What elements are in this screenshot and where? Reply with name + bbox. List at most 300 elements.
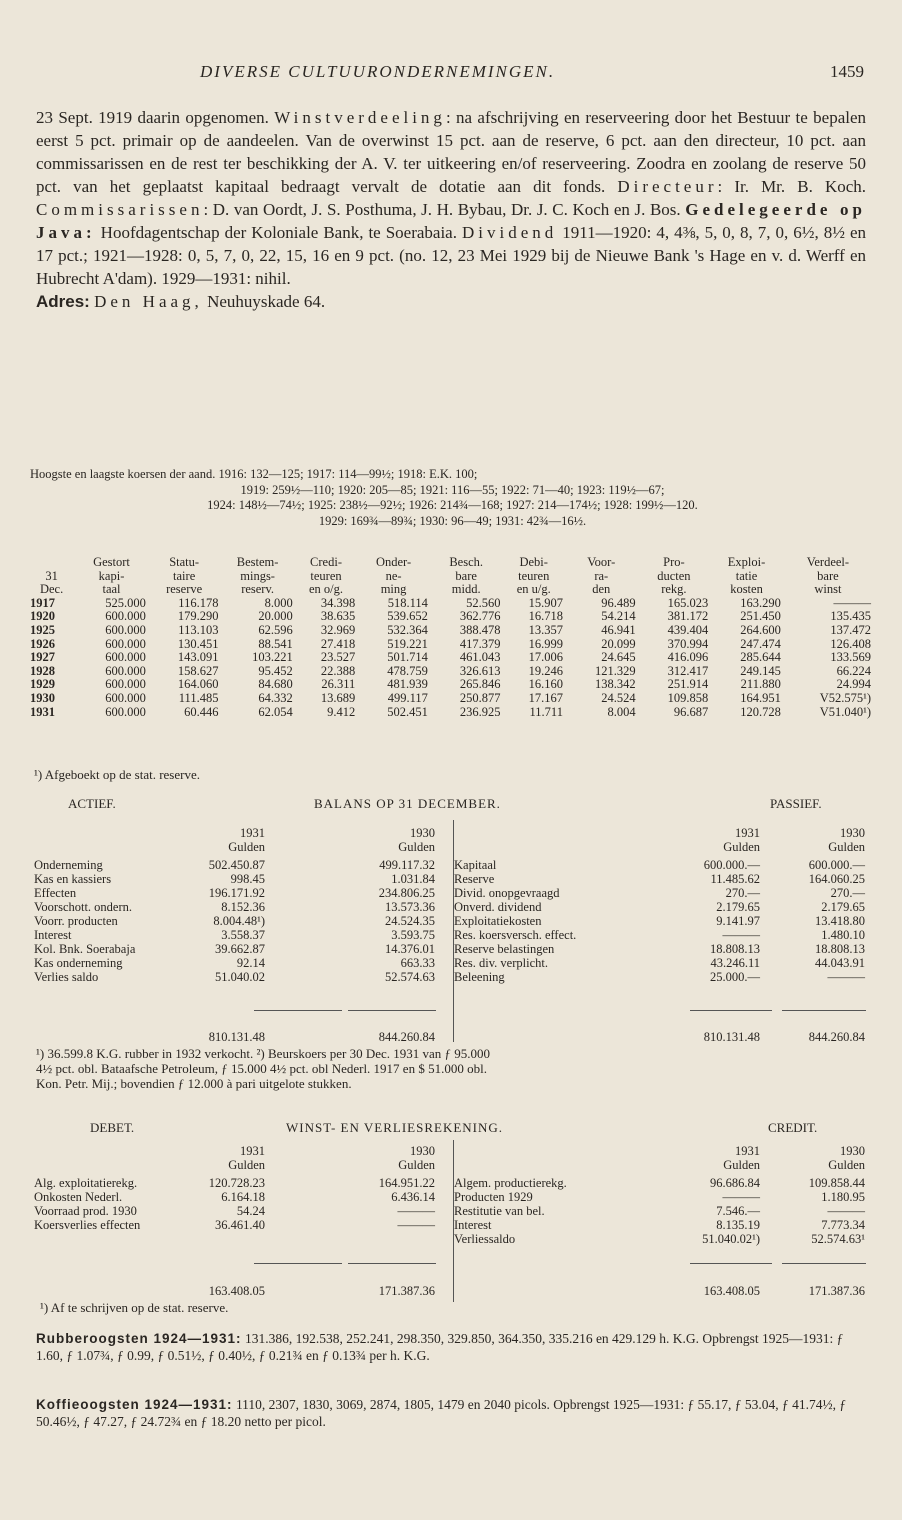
stat-value-cell: 164.951 [740, 690, 781, 705]
intro-text-6: 1911—1920: 4, 4⅜, 5, 0, 8, 7, 0, 6½, 8½ en 17 pct.; 1921—1928: 0, 5, 7, 0, 22, 15, 16 en 9 pct. (no. 12, 23 Mei 1929 bij de Nieuwe Bank 's Hage en v. d. Werff en Hubrecht A'dam). 1929—1931: nihil. [36, 223, 867, 288]
stat-value-cell: 600.000 [105, 690, 146, 705]
balans-cur-4: Gulden [828, 840, 865, 854]
stat-value-cell: 46.941 [601, 622, 636, 637]
amount-cell: 7.773.34 [821, 1218, 865, 1232]
stat-header-cell: Onder- [375, 555, 412, 569]
account-label: Exploitatiekosten [454, 914, 542, 928]
table-row [28, 624, 873, 638]
stat-header-cell: taal [102, 582, 121, 597]
balans-total-1: 810.131.48 [208, 1030, 265, 1044]
balans-actief-title: ACTIEF. [68, 796, 116, 811]
stat-value-cell: 27.418 [320, 636, 356, 651]
winst-debet-title: DEBET. [90, 1120, 135, 1135]
balans-total-2: 844.260.84 [378, 1030, 435, 1044]
stat-value-cell: 95.452 [258, 663, 293, 678]
stat-value-cell: 38.635 [320, 609, 356, 624]
amount-cell: 6.436.14 [391, 1190, 435, 1204]
page-header [0, 62, 902, 86]
winst-total-2: 171.387.36 [378, 1284, 435, 1298]
winst-year-3: 1931 [735, 1144, 760, 1158]
winst-total-3: 163.408.05 [703, 1284, 760, 1298]
stat-value-cell: 8.004 [607, 704, 636, 719]
stat-value-cell: 16.999 [528, 636, 563, 651]
amount-cell: 18.808.13 [815, 942, 865, 956]
stat-value-cell: 362.776 [459, 609, 501, 624]
account-label: Divid. onopgevraagd [454, 886, 560, 900]
stat-value-cell: 60.446 [184, 704, 219, 719]
stat-value-cell: 600.000 [105, 622, 146, 637]
stat-value-cell: 130.451 [177, 636, 219, 651]
stat-value-cell: 88.541 [258, 636, 293, 651]
amount-cell: 1.031.84 [391, 872, 435, 886]
amount-cell: 36.461.40 [215, 1218, 265, 1232]
stat-value-cell: 478.759 [387, 663, 428, 678]
stat-value-cell: 34.398 [320, 595, 356, 610]
koersen-line-2: 1919: 259½—110; 1920: 205—85; 1921: 116—55; 1922: 71—40; 1923: 119½—67; [240, 482, 665, 497]
stat-value-cell: 16.718 [528, 609, 563, 624]
stat-value-cell: 66.224 [836, 663, 871, 678]
stat-header-cell: 31 [45, 568, 58, 583]
amount-cell: 52.574.63 [385, 970, 435, 984]
table-row [28, 678, 873, 692]
account-label: Effecten [34, 886, 77, 900]
amount-cell: 54.24 [236, 1204, 265, 1218]
stat-value-cell: 499.117 [387, 690, 428, 705]
balans-totals [30, 1030, 875, 1044]
winst-year-2: 1930 [410, 1144, 435, 1158]
adres-street: Neuhuyskade 64. [207, 292, 326, 311]
stat-year-cell: 1925 [30, 622, 55, 637]
stat-value-cell: 251.914 [667, 677, 709, 692]
amount-cell: 44.043.91 [815, 956, 865, 970]
amount-cell: 600.000.— [808, 858, 865, 872]
winst-total-1: 163.408.05 [208, 1284, 265, 1298]
intro-paragraph [36, 106, 866, 313]
stat-value-cell: 326.613 [459, 663, 501, 678]
amount-cell: 9.141.97 [716, 914, 760, 928]
stat-value-cell: 109.858 [667, 690, 709, 705]
commissarissen-keyword: Commissarissen [36, 200, 204, 219]
amount-cell: 499.117.32 [379, 858, 435, 872]
stat-value-cell: 52.560 [466, 595, 501, 610]
stat-value-cell: 135.435 [830, 609, 871, 624]
table-row [28, 665, 873, 679]
stat-header-cell: Dec. [39, 582, 64, 597]
amount-cell: 13.418.80 [815, 914, 865, 928]
dividend-keyword: Dividend [461, 223, 558, 242]
winstverdeeling-keyword: Winstverdeeling [274, 108, 446, 127]
stat-value-cell: 96.687 [673, 704, 709, 719]
stat-value-cell: 16.160 [528, 677, 563, 692]
stat-value-cell: 17.006 [528, 650, 563, 665]
winst-rule-4 [782, 1263, 866, 1264]
stat-value-cell: 9.412 [327, 704, 356, 719]
stat-value-cell: 32.969 [320, 622, 356, 637]
winst-rule-3 [690, 1263, 772, 1264]
stat-header-cell: den [592, 582, 611, 597]
winst-rule-1 [254, 1263, 342, 1264]
winst-total-4: 171.387.36 [808, 1284, 865, 1298]
account-label: Onderneming [34, 858, 103, 872]
stat-value-cell: 64.332 [258, 690, 293, 705]
koersen-line-4: 1929: 169¾—89¾; 1930: 96—49; 1931: 42¾—16½. [318, 513, 587, 528]
adres-keyword: Adres: [36, 292, 90, 311]
stat-header-cell: Verdeel- [806, 555, 850, 569]
amount-cell: 164.951.22 [378, 1176, 435, 1190]
stat-value-cell: 24.645 [601, 650, 636, 665]
amount-cell: 43.246.11 [710, 956, 760, 970]
intro-text-2: : na afschrijving en reserveering door het Bestuur te bepalen eerst 5 pct. primair op de aandeelen. Van de overwinst 15 pct. aan de reserve, 6 pct. aan den directeur, 10 pct. aan commissarissen en de rest ter beschikking der A. V. ter uitkeering en/of reserveering. Zoodra en zoolang de reserve 50 pct. van het geplaatst kapitaal bedraagt vervalt de dotatie aan dit fonds. [36, 108, 867, 196]
stat-value-cell: 600.000 [105, 650, 146, 665]
amount-cell: ——— [397, 1218, 435, 1232]
table-row [28, 706, 873, 720]
balans-cur-1: Gulden [228, 840, 265, 854]
balans-total-3: 810.131.48 [703, 1030, 760, 1044]
amount-cell: 51.040.02 [215, 970, 265, 984]
amount-cell: 92.14 [236, 956, 265, 970]
stat-header-cell: reserv. [241, 582, 275, 597]
stat-header-cell: ne- [385, 568, 402, 583]
account-label: Alg. exploitatierekg. [34, 1176, 138, 1190]
stat-value-cell: 370.994 [667, 636, 709, 651]
stat-value-cell: 179.290 [177, 609, 219, 624]
balans-cur-3: Gulden [723, 840, 760, 854]
stat-header-cell: kapi- [98, 568, 125, 583]
amount-cell: 1.180.95 [821, 1190, 865, 1204]
account-label: Voorraad prod. 1930 [34, 1204, 137, 1218]
account-label: Kol. Bnk. Soerabaja [34, 942, 136, 956]
account-label: Onkosten Nederl. [34, 1190, 123, 1204]
stat-header-cell: rekg. [661, 582, 687, 597]
stat-value-cell: 525.000 [105, 595, 146, 610]
stat-value-cell: 250.877 [459, 690, 501, 705]
koffie-paragraph [36, 1396, 866, 1430]
amount-cell: 8.135.19 [716, 1218, 760, 1232]
stat-value-cell: 103.221 [252, 650, 293, 665]
balans-year-1: 1931 [240, 826, 265, 840]
stat-year-cell: 1920 [30, 609, 55, 624]
stat-header-cell: Bestem- [236, 555, 279, 569]
account-label: Reserve [454, 872, 495, 886]
amount-cell: 234.806.25 [378, 886, 435, 900]
stat-value-cell: 113.103 [178, 622, 219, 637]
amount-cell: 120.728.23 [208, 1176, 265, 1190]
stat-value-cell: 24.524 [601, 690, 636, 705]
rubber-label: Rubberoogsten 1924—1931: [36, 1331, 242, 1346]
amount-cell: 109.858.44 [808, 1176, 865, 1190]
balans-rule-1 [254, 1010, 342, 1011]
stat-value-cell: 163.290 [740, 595, 781, 610]
stat-value-cell: 84.680 [258, 677, 293, 692]
amount-cell: 8.152.36 [221, 900, 265, 914]
directeur-keyword: Directeur [617, 177, 718, 196]
stat-header-cell: winst [814, 582, 842, 597]
account-label: Interest [34, 928, 72, 942]
stat-value-cell: 26.311 [321, 677, 356, 692]
stat-value-cell: 22.388 [320, 663, 356, 678]
stat-header-cell: Statu- [169, 555, 200, 569]
stat-value-cell: 116.178 [178, 595, 219, 610]
amount-cell: 270.— [830, 886, 865, 900]
amount-cell: 6.164.18 [221, 1190, 265, 1204]
amount-cell: ——— [722, 928, 760, 942]
balans-year-3: 1931 [735, 826, 760, 840]
winst-footnote: ¹) Af te schrijven op de stat. reserve. [40, 1300, 229, 1315]
account-label: Beleening [454, 970, 505, 984]
stat-value-cell: 285.644 [740, 650, 781, 665]
stat-value-cell: 62.054 [258, 704, 293, 719]
stat-header-cell: Voor- [587, 555, 616, 569]
stat-year-cell: 1917 [30, 595, 55, 610]
stat-value-cell: 164.060 [177, 677, 219, 692]
stat-header-cell: tatie [735, 568, 758, 583]
stat-header-cell: Credi- [310, 555, 342, 569]
stat-value-cell: 13.689 [320, 690, 356, 705]
stat-header-cell: ming [380, 582, 407, 597]
stat-header-row [28, 583, 873, 597]
intro-text-5: Hoofdagentschap der Koloniale Bank, te Soerabaia. [100, 223, 457, 242]
stat-value-cell: 165.023 [667, 595, 709, 610]
account-label: Koersverlies effecten [34, 1218, 141, 1232]
winst-divider [453, 1140, 454, 1302]
amount-cell: ——— [397, 1204, 435, 1218]
winst-cur-2: Gulden [398, 1158, 435, 1172]
amount-cell: 196.171.92 [208, 886, 265, 900]
stat-value-cell: 247.474 [740, 636, 781, 651]
stat-value-cell: 518.114 [387, 595, 428, 610]
stat-value-cell: 600.000 [105, 609, 146, 624]
stat-value-cell: 54.214 [601, 609, 636, 624]
stat-value-cell: 417.379 [459, 636, 501, 651]
balans-cur-2: Gulden [398, 840, 435, 854]
gedelegeerde-keyword: Gedelegeerde op Java: [36, 200, 866, 242]
adres-city: Den Haag, [94, 292, 203, 311]
stat-header-cell: teuren [310, 568, 342, 583]
stat-value-cell: 532.364 [387, 622, 428, 637]
stat-value-cell: 20.000 [258, 609, 293, 624]
stat-year-cell: 1931 [30, 704, 55, 719]
amount-cell: 3.558.37 [221, 928, 265, 942]
stat-header-cell: en o/g. [309, 582, 344, 597]
balans-year-2: 1930 [410, 826, 435, 840]
balans-year-4: 1930 [840, 826, 865, 840]
stat-header-cell: midd. [451, 582, 481, 597]
stat-value-cell: 126.408 [830, 636, 871, 651]
account-label: Voorschott. ondern. [34, 900, 133, 914]
amount-cell: 24.524.35 [385, 914, 435, 928]
stat-value-cell: 265.846 [459, 677, 501, 692]
stat-value-cell: 600.000 [105, 636, 146, 651]
amount-cell: 2.179.65 [821, 900, 865, 914]
koersen-block [30, 467, 875, 529]
stat-value-cell: 461.043 [459, 650, 501, 665]
amount-cell: 14.376.01 [385, 942, 435, 956]
account-label: Voorr. producten [34, 914, 118, 928]
stat-value-cell: 481.939 [387, 677, 428, 692]
koffie-label: Koffieoogsten 1924—1931: [36, 1397, 233, 1412]
intro-text-1: 23 Sept. 1919 daarin opgenomen. [36, 108, 269, 127]
stat-header-row [28, 570, 873, 584]
account-label: Verlies saldo [34, 970, 99, 984]
amount-cell: 600.000.— [703, 858, 760, 872]
amount-cell: 7.546.— [716, 1204, 760, 1218]
stat-year-cell: 1926 [30, 636, 55, 651]
stat-value-cell: 121.329 [594, 663, 636, 678]
intro-text-3: : Ir. Mr. B. Koch. [717, 177, 867, 196]
account-label: Producten 1929 [454, 1190, 533, 1204]
stat-header-cell: bare [455, 568, 477, 583]
stat-value-cell: 137.472 [830, 622, 871, 637]
account-label: Kas onderneming [34, 956, 123, 970]
account-label: Verliessaldo [454, 1232, 516, 1246]
amount-cell: ——— [827, 1204, 865, 1218]
stat-header-cell: reserve [166, 582, 203, 597]
stat-value-cell: 138.342 [594, 677, 636, 692]
stat-value-cell: 11.711 [529, 704, 563, 719]
table-row [28, 597, 873, 611]
winst-cur-4: Gulden [828, 1158, 865, 1172]
stat-year-cell: 1930 [30, 690, 55, 705]
stat-header-cell: Debi- [519, 555, 548, 569]
stat-value-cell: 13.357 [528, 622, 563, 637]
stat-year-cell: 1929 [30, 677, 55, 692]
stat-header-cell: Exploi- [727, 555, 766, 569]
balans-note-3: Kon. Petr. Mij.; bovendien ƒ 12.000 à pari uitgelote stukken. [36, 1076, 352, 1091]
stat-header-cell: bare [817, 568, 839, 583]
stat-value-cell: 96.489 [601, 595, 636, 610]
stat-value-cell: 501.714 [387, 650, 428, 665]
winst-cur-3: Gulden [723, 1158, 760, 1172]
stat-value-cell: 19.246 [528, 663, 563, 678]
stat-header-row [28, 556, 873, 570]
amount-cell: 51.040.02¹) [702, 1232, 760, 1246]
balans-rule-2 [348, 1010, 436, 1011]
rubber-text: 131.386, 192.538, 252.241, 298.350, 329.850, 364.350, 335.216 en 429.129 h. K.G. Opbrengst 1925—1931: ƒ 1.60, ƒ 1.07¾, ƒ 0.99, ƒ 0.51½, ƒ 0.40½, ƒ 0.21¾ en ƒ 0.13¾ per h. K.G. [36, 1331, 844, 1363]
stat-value-cell: 519.221 [387, 636, 428, 651]
table-row [28, 638, 873, 652]
stat-value-cell: 600.000 [105, 677, 146, 692]
amount-cell: 998.45 [230, 872, 265, 886]
balans-total-4: 844.260.84 [808, 1030, 865, 1044]
stat-value-cell: 439.404 [667, 622, 709, 637]
winst-year-4: 1930 [840, 1144, 865, 1158]
table-row [28, 610, 873, 624]
stat-value-cell: 600.000 [105, 663, 146, 678]
balans-footnotes [36, 1046, 866, 1091]
intro-text-4: : D. van Oordt, J. S. Posthuma, J. H. Bybau, Dr. J. C. Koch en J. Bos. [203, 200, 681, 219]
amount-cell: 1.480.10 [821, 928, 865, 942]
amount-cell: 25.000.— [710, 970, 760, 984]
account-label: Interest [454, 1218, 492, 1232]
balans-title: BALANS OP 31 DECEMBER. [314, 796, 501, 811]
stat-value-cell: 158.627 [177, 663, 219, 678]
stat-value-cell: 8.000 [264, 595, 293, 610]
stat-value-cell: 251.450 [740, 609, 781, 624]
stat-header-cell [28, 556, 75, 570]
winst-credit-title: CREDIT. [768, 1120, 818, 1135]
amount-cell: ——— [827, 970, 865, 984]
amount-cell: ——— [722, 1190, 760, 1204]
balans-rule-3 [690, 1010, 772, 1011]
stat-value-cell: 236.925 [459, 704, 501, 719]
stat-value-cell: 23.527 [320, 650, 356, 665]
stat-year-cell: 1928 [30, 663, 55, 678]
stat-header-cell: ra- [594, 568, 609, 583]
winst-year-1: 1931 [240, 1144, 265, 1158]
account-label: Algem. productierekg. [454, 1176, 567, 1190]
stat-header-cell: Gestort [93, 555, 130, 569]
stat-value-cell: 264.600 [740, 622, 781, 637]
stat-value-cell: 312.417 [667, 663, 709, 678]
account-label: Restitutie van bel. [454, 1204, 545, 1218]
winst-title: WINST- EN VERLIESREKENING. [286, 1120, 504, 1135]
amount-cell: 13.573.36 [385, 900, 435, 914]
stat-value-cell: 539.652 [387, 609, 428, 624]
stat-value-cell: 24.994 [836, 677, 871, 692]
account-label: Res. koersversch. effect. [454, 928, 577, 942]
amount-cell: 2.179.65 [716, 900, 760, 914]
stat-value-cell: V51.040¹) [819, 704, 871, 719]
stat-value-cell: 15.907 [528, 595, 563, 610]
rubber-paragraph [36, 1330, 866, 1364]
page-number: 1459 [830, 62, 864, 81]
amount-cell: 502.450.87 [208, 858, 265, 872]
stat-header-cell: Besch. [449, 555, 484, 569]
balans-note-2: 4½ pct. obl. Bataafsche Petroleum, ƒ 15.000 4½ pct. obl Nederl. 1917 en $ 51.000 obl. [36, 1061, 487, 1076]
stat-year-cell: 1927 [30, 650, 55, 665]
stat-header-cell: taire [173, 568, 196, 583]
koersen-line-1: Hoogste en laagste koersen der aand. 1916: 132—125; 1917: 114—99½; 1918: E.K. 100; [30, 467, 478, 481]
stat-value-cell: 249.145 [740, 663, 781, 678]
winst-rule-2 [348, 1263, 436, 1264]
balans-divider [453, 820, 454, 1042]
stat-value-cell: 111.485 [178, 690, 219, 705]
stat-footnote: ¹) Afgeboekt op de stat. reserve. [34, 767, 200, 782]
winst-totals [30, 1284, 875, 1298]
stat-value-cell: ——— [833, 595, 871, 610]
amount-cell: 18.808.13 [710, 942, 760, 956]
running-title: DIVERSE CULTUURONDERNEMINGEN. [200, 62, 556, 81]
amount-cell: 663.33 [400, 956, 435, 970]
stat-header-cell: ducten [657, 568, 691, 583]
balans-rule-4 [782, 1010, 866, 1011]
statistics-table [28, 556, 873, 719]
stat-value-cell: 502.451 [387, 704, 428, 719]
stat-value-cell: 211.880 [740, 677, 781, 692]
winst-cur-1: Gulden [228, 1158, 265, 1172]
account-label: Reserve belastingen [454, 942, 555, 956]
stat-value-cell: 17.167 [528, 690, 563, 705]
stat-value-cell: 62.596 [258, 622, 293, 637]
table-row [28, 651, 873, 665]
amount-cell: 52.574.63¹ [811, 1232, 865, 1246]
stat-value-cell: 381.172 [667, 609, 709, 624]
stat-value-cell: 600.000 [105, 704, 146, 719]
stat-value-cell: 133.569 [830, 650, 871, 665]
account-label: Kapitaal [454, 858, 497, 872]
stat-header-cell: en u/g. [516, 582, 551, 597]
account-label: Res. div. verplicht. [454, 956, 548, 970]
koffie-text: 1110, 2307, 1830, 3069, 2874, 1805, 1479 en 2040 picols. Opbrengst 1925—1931: ƒ 55.17, ƒ 53.04, ƒ 41.74½, ƒ 50.46½, ƒ 47.27, ƒ 24.72¾ en ƒ 18.20 netto per picol. [36, 1397, 847, 1429]
stat-value-cell: 20.099 [601, 636, 636, 651]
koersen-line-3: 1924: 148½—74½; 1925: 238½—92½; 1926: 214¾—168; 1927: 214—174½; 1928: 199½—120. [207, 498, 698, 512]
amount-cell: 164.060.25 [808, 872, 865, 886]
table-row [28, 692, 873, 706]
balans-note-1: ¹) 36.599.8 K.G. rubber in 1932 verkocht. ²) Beurskoers per 30 Dec. 1931 van ƒ 95.000 [36, 1046, 491, 1061]
stat-value-cell: 120.728 [740, 704, 781, 719]
account-label: Kas en kassiers [34, 872, 112, 886]
amount-cell: 8.004.48¹) [213, 914, 265, 928]
